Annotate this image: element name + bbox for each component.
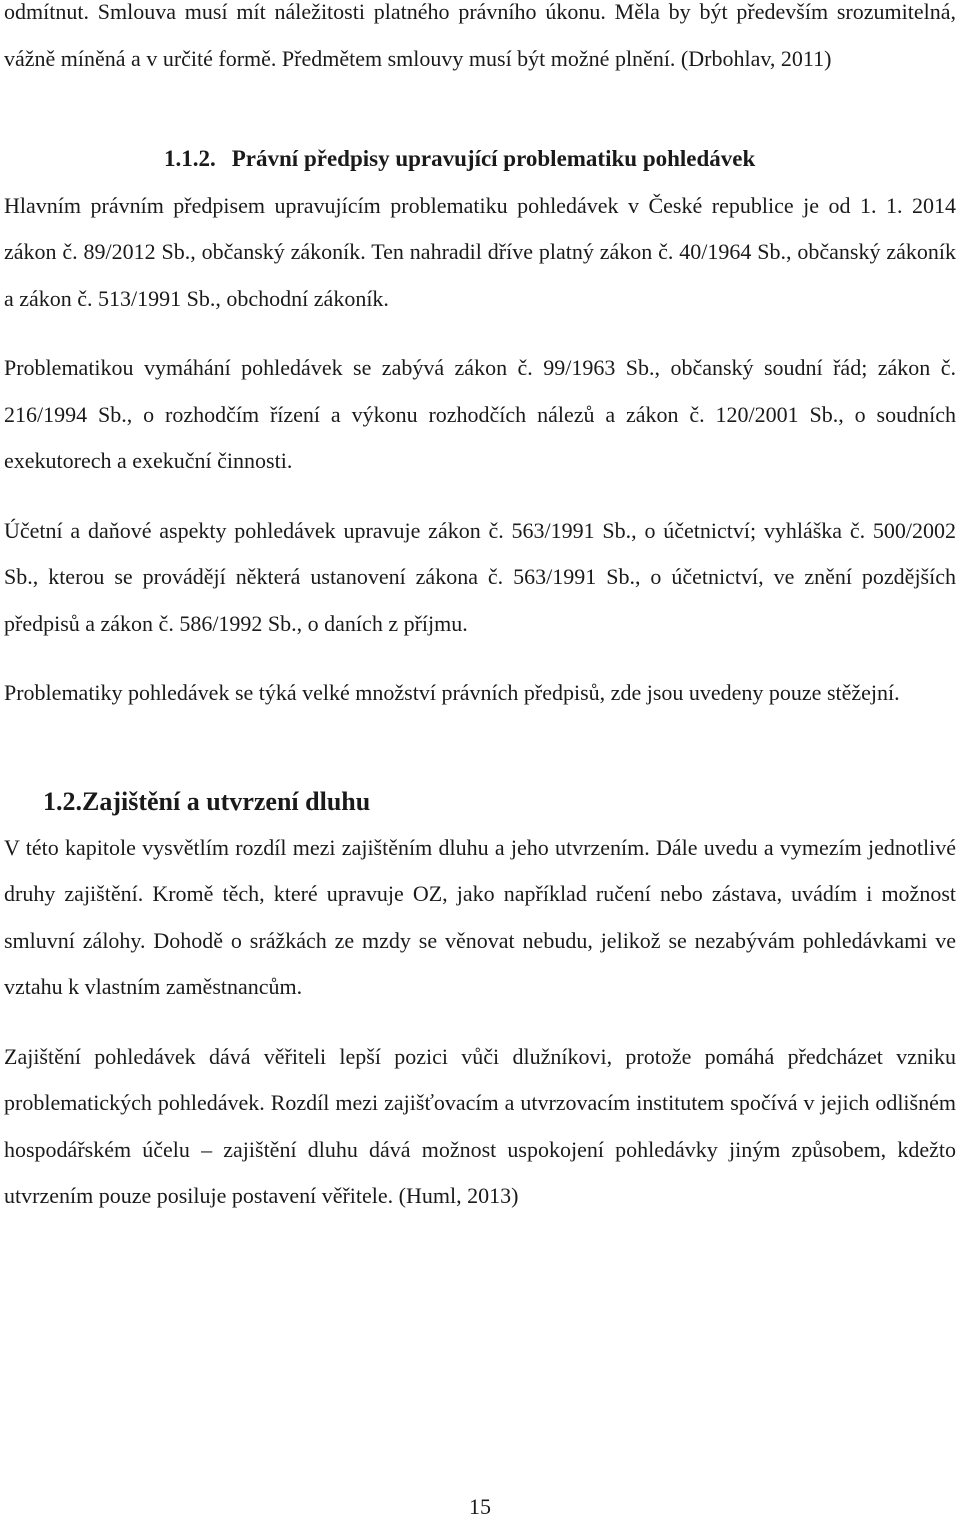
section-heading [4, 779, 956, 825]
body-paragraph: Hlavním právním předpisem upravujícím problematiku pohledávek v České republice je od 1. 1. 2014 zákon č. 89/2012 Sb., občanský zákoník. Ten nahradil dříve platný zákon č. 40/1964 Sb., občanský zákoník a zákon č. 513/1991 Sb., obchodní zákoník. [4, 192, 956, 311]
page-number: 15 [469, 1494, 491, 1519]
subsection-title: Právní předpisy upravující problematiku pohledávek [231, 146, 756, 171]
subsection-number: 1.1.2. [164, 146, 216, 171]
body-paragraph: Zajištění pohledávek dává věřiteli lepší pozici vůči dlužníkovi, protože pomáhá předcházet vzniku problematických pohledávek. Rozdíl mezi zajišťovacím a utvrzovacím institutem spočívá v jejich odlišném hospodářském účelu – zajištění dluhu dává možnost uspokojení pohledávky jiným způsobem, kdežto utvrzením pouze posiluje postavení věřitele. (Huml, 2013) [4, 1043, 956, 1208]
body-paragraph: Problematikou vymáhání pohledávek se zabývá zákon č. 99/1963 Sb., občanský soudní řád; zákon č. 216/1994 Sb., o rozhodčím řízení a výkonu rozhodčích nálezů a zákon č. 120/2001 Sb., o soudních exekutorech a exekuční činnosti. [4, 355, 956, 473]
subsection-heading [4, 136, 956, 183]
section-title: Zajištění a utvrzení dluhu [82, 786, 371, 816]
body-paragraph: V této kapitole vysvětlím rozdíl mezi zajištěním dluhu a jeho utvrzením. Dále uvedu a vymezím jednotlivé druhy zajištění. Kromě těch, které upravuje OZ, jako například ručení nebo zástava, uvádím i možnost smluvní zálohy. Dohodě o srážkách ze mzdy se věnovat nebudu, jelikož se nezabývám pohledávkami ve vztahu k vlastním zaměstnancům. [4, 834, 956, 999]
body-paragraph: Účetní a daňové aspekty pohledávek upravuje zákon č. 563/1991 Sb., o účetnictví; vyhláška č. 500/2002 Sb., kterou se provádějí některá ustanovení zákona č. 563/1991 Sb., o účetnictví, ve znění pozdějších předpisů a zákon č. 586/1992 Sb., o daních z příjmu. [4, 517, 956, 636]
body-paragraph: odmítnut. Smlouva musí mít náležitosti platného právního úkonu. Měla by být především srozumitelná, vážně míněná a v určité formě. Předmětem smlouvy musí být možné plnění. (Drbohlav, 2011) [4, 0, 956, 71]
body-paragraph: Problematiky pohledávek se týká velké množství právních předpisů, zde jsou uvedeny pouze stěžejní. [4, 680, 900, 705]
section-number: 1.2. [43, 786, 82, 816]
